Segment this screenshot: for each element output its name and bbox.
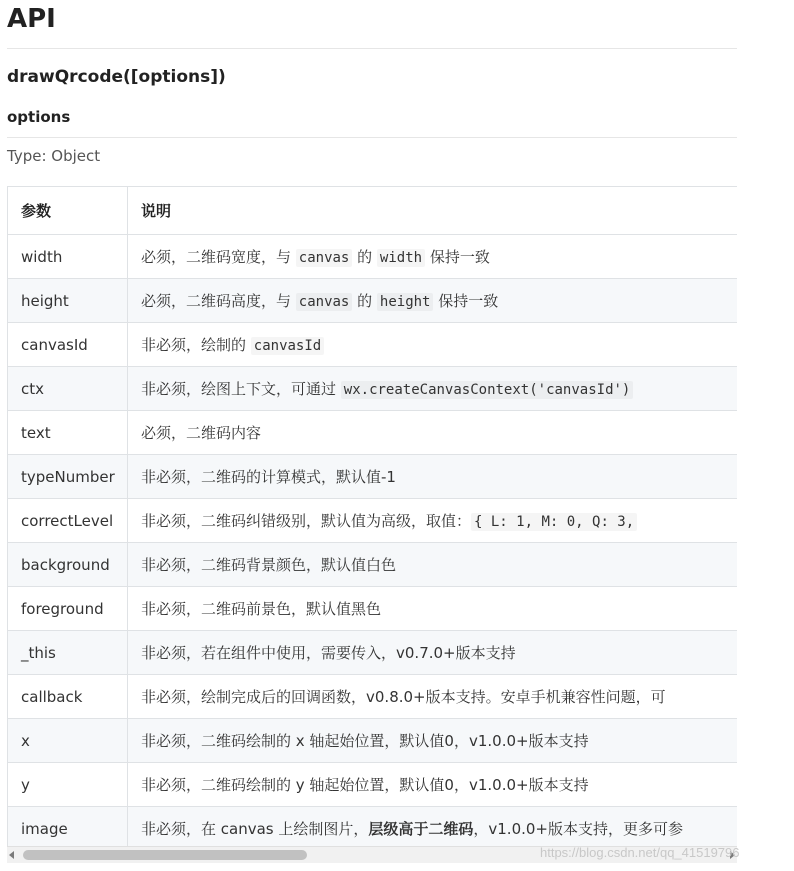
param-cell: correctLevel <box>8 499 128 543</box>
desc-cell <box>128 631 738 675</box>
type-line: Type: Object <box>7 147 101 165</box>
param-cell: foreground <box>8 587 128 631</box>
desc-cell <box>128 763 738 807</box>
param-cell: background <box>8 543 128 587</box>
desc-cell <box>128 587 738 631</box>
desc-text: 非必须，绘制完成后的回调函数，v0.8.0+版本支持。安卓手机兼容性问题，可 <box>141 688 666 706</box>
table-row <box>8 807 738 847</box>
table-row <box>8 499 738 543</box>
param-cell: width <box>8 235 128 279</box>
desc-text: 保持一致 <box>433 292 499 310</box>
desc-text: 非必须，绘图上下文，可通过 <box>141 380 341 398</box>
options-table <box>7 186 737 846</box>
desc-cell <box>128 279 738 323</box>
table-scroll-container[interactable] <box>7 186 737 846</box>
desc-cell <box>128 455 738 499</box>
desc-cell <box>128 411 738 455</box>
desc-text: 非必须，绘制的 <box>141 336 251 354</box>
header-desc: 说明 <box>128 187 738 235</box>
desc-cell <box>128 807 738 847</box>
desc-cell <box>128 499 738 543</box>
table-row <box>8 411 738 455</box>
desc-cell <box>128 675 738 719</box>
table-row <box>8 763 738 807</box>
inline-code: width <box>377 249 425 267</box>
desc-cell <box>128 719 738 763</box>
desc-cell <box>128 367 738 411</box>
table-row <box>8 631 738 675</box>
desc-text: 必须，二维码宽度，与 <box>141 248 296 266</box>
options-heading: options <box>7 108 737 138</box>
desc-cell <box>128 323 738 367</box>
watermark: https://blog.csdn.net/qq_41519796 <box>540 845 740 860</box>
param-cell: y <box>8 763 128 807</box>
desc-text: 非必须，在 canvas 上绘制图片， <box>141 820 369 838</box>
desc-text: 非必须，二维码前景色，默认值黑色 <box>141 600 382 618</box>
table-header-row <box>8 187 738 235</box>
param-cell: canvasId <box>8 323 128 367</box>
bold-text: 层级高于二维码 <box>368 820 474 838</box>
inline-code: canvas <box>296 293 353 311</box>
table-row <box>8 279 738 323</box>
table-row <box>8 367 738 411</box>
param-cell: text <box>8 411 128 455</box>
scrollbar-thumb[interactable] <box>23 850 307 860</box>
inline-code: wx.createCanvasContext('canvasId') <box>341 381 634 399</box>
header-param: 参数 <box>8 187 128 235</box>
desc-text: 必须，二维码高度，与 <box>141 292 296 310</box>
table-row <box>8 543 738 587</box>
desc-text: 非必须，二维码纠错级别，默认值为高级，取值： <box>141 512 472 530</box>
table-row <box>8 719 738 763</box>
param-cell: x <box>8 719 128 763</box>
param-cell: typeNumber <box>8 455 128 499</box>
param-cell: callback <box>8 675 128 719</box>
desc-text: 保持一致 <box>425 248 490 266</box>
desc-cell <box>128 235 738 279</box>
param-cell: ctx <box>8 367 128 411</box>
table-row <box>8 235 738 279</box>
desc-text: 的 <box>352 248 377 266</box>
desc-text: 非必须，二维码背景颜色，默认值白色 <box>141 556 397 574</box>
table-row <box>8 323 738 367</box>
page-title: API <box>7 4 737 49</box>
param-cell: _this <box>8 631 128 675</box>
desc-text: 非必须，二维码的计算模式，默认值-1 <box>141 468 396 486</box>
desc-cell <box>128 543 738 587</box>
inline-code: { L: 1, M: 0, Q: 3, <box>471 513 637 531</box>
table-row <box>8 455 738 499</box>
scroll-left-arrow-icon[interactable] <box>9 851 14 859</box>
param-cell: image <box>8 807 128 847</box>
inline-code: canvas <box>296 249 353 267</box>
table-row <box>8 587 738 631</box>
desc-text: 非必须，二维码绘制的 y 轴起始位置，默认值0，v1.0.0+版本支持 <box>141 776 589 794</box>
desc-text: 非必须，二维码绘制的 x 轴起始位置，默认值0，v1.0.0+版本支持 <box>141 732 589 750</box>
desc-text: 必须，二维码内容 <box>141 424 262 442</box>
desc-text: 非必须，若在组件中使用，需要传入，v0.7.0+版本支持 <box>141 644 516 662</box>
inline-code: height <box>377 293 434 311</box>
desc-text: 的 <box>352 292 377 310</box>
method-heading: drawQrcode([options]) <box>7 67 226 87</box>
inline-code: canvasId <box>251 337 324 355</box>
param-cell: height <box>8 279 128 323</box>
desc-text: ，v1.0.0+版本支持，更多可参 <box>473 820 684 838</box>
table-row <box>8 675 738 719</box>
